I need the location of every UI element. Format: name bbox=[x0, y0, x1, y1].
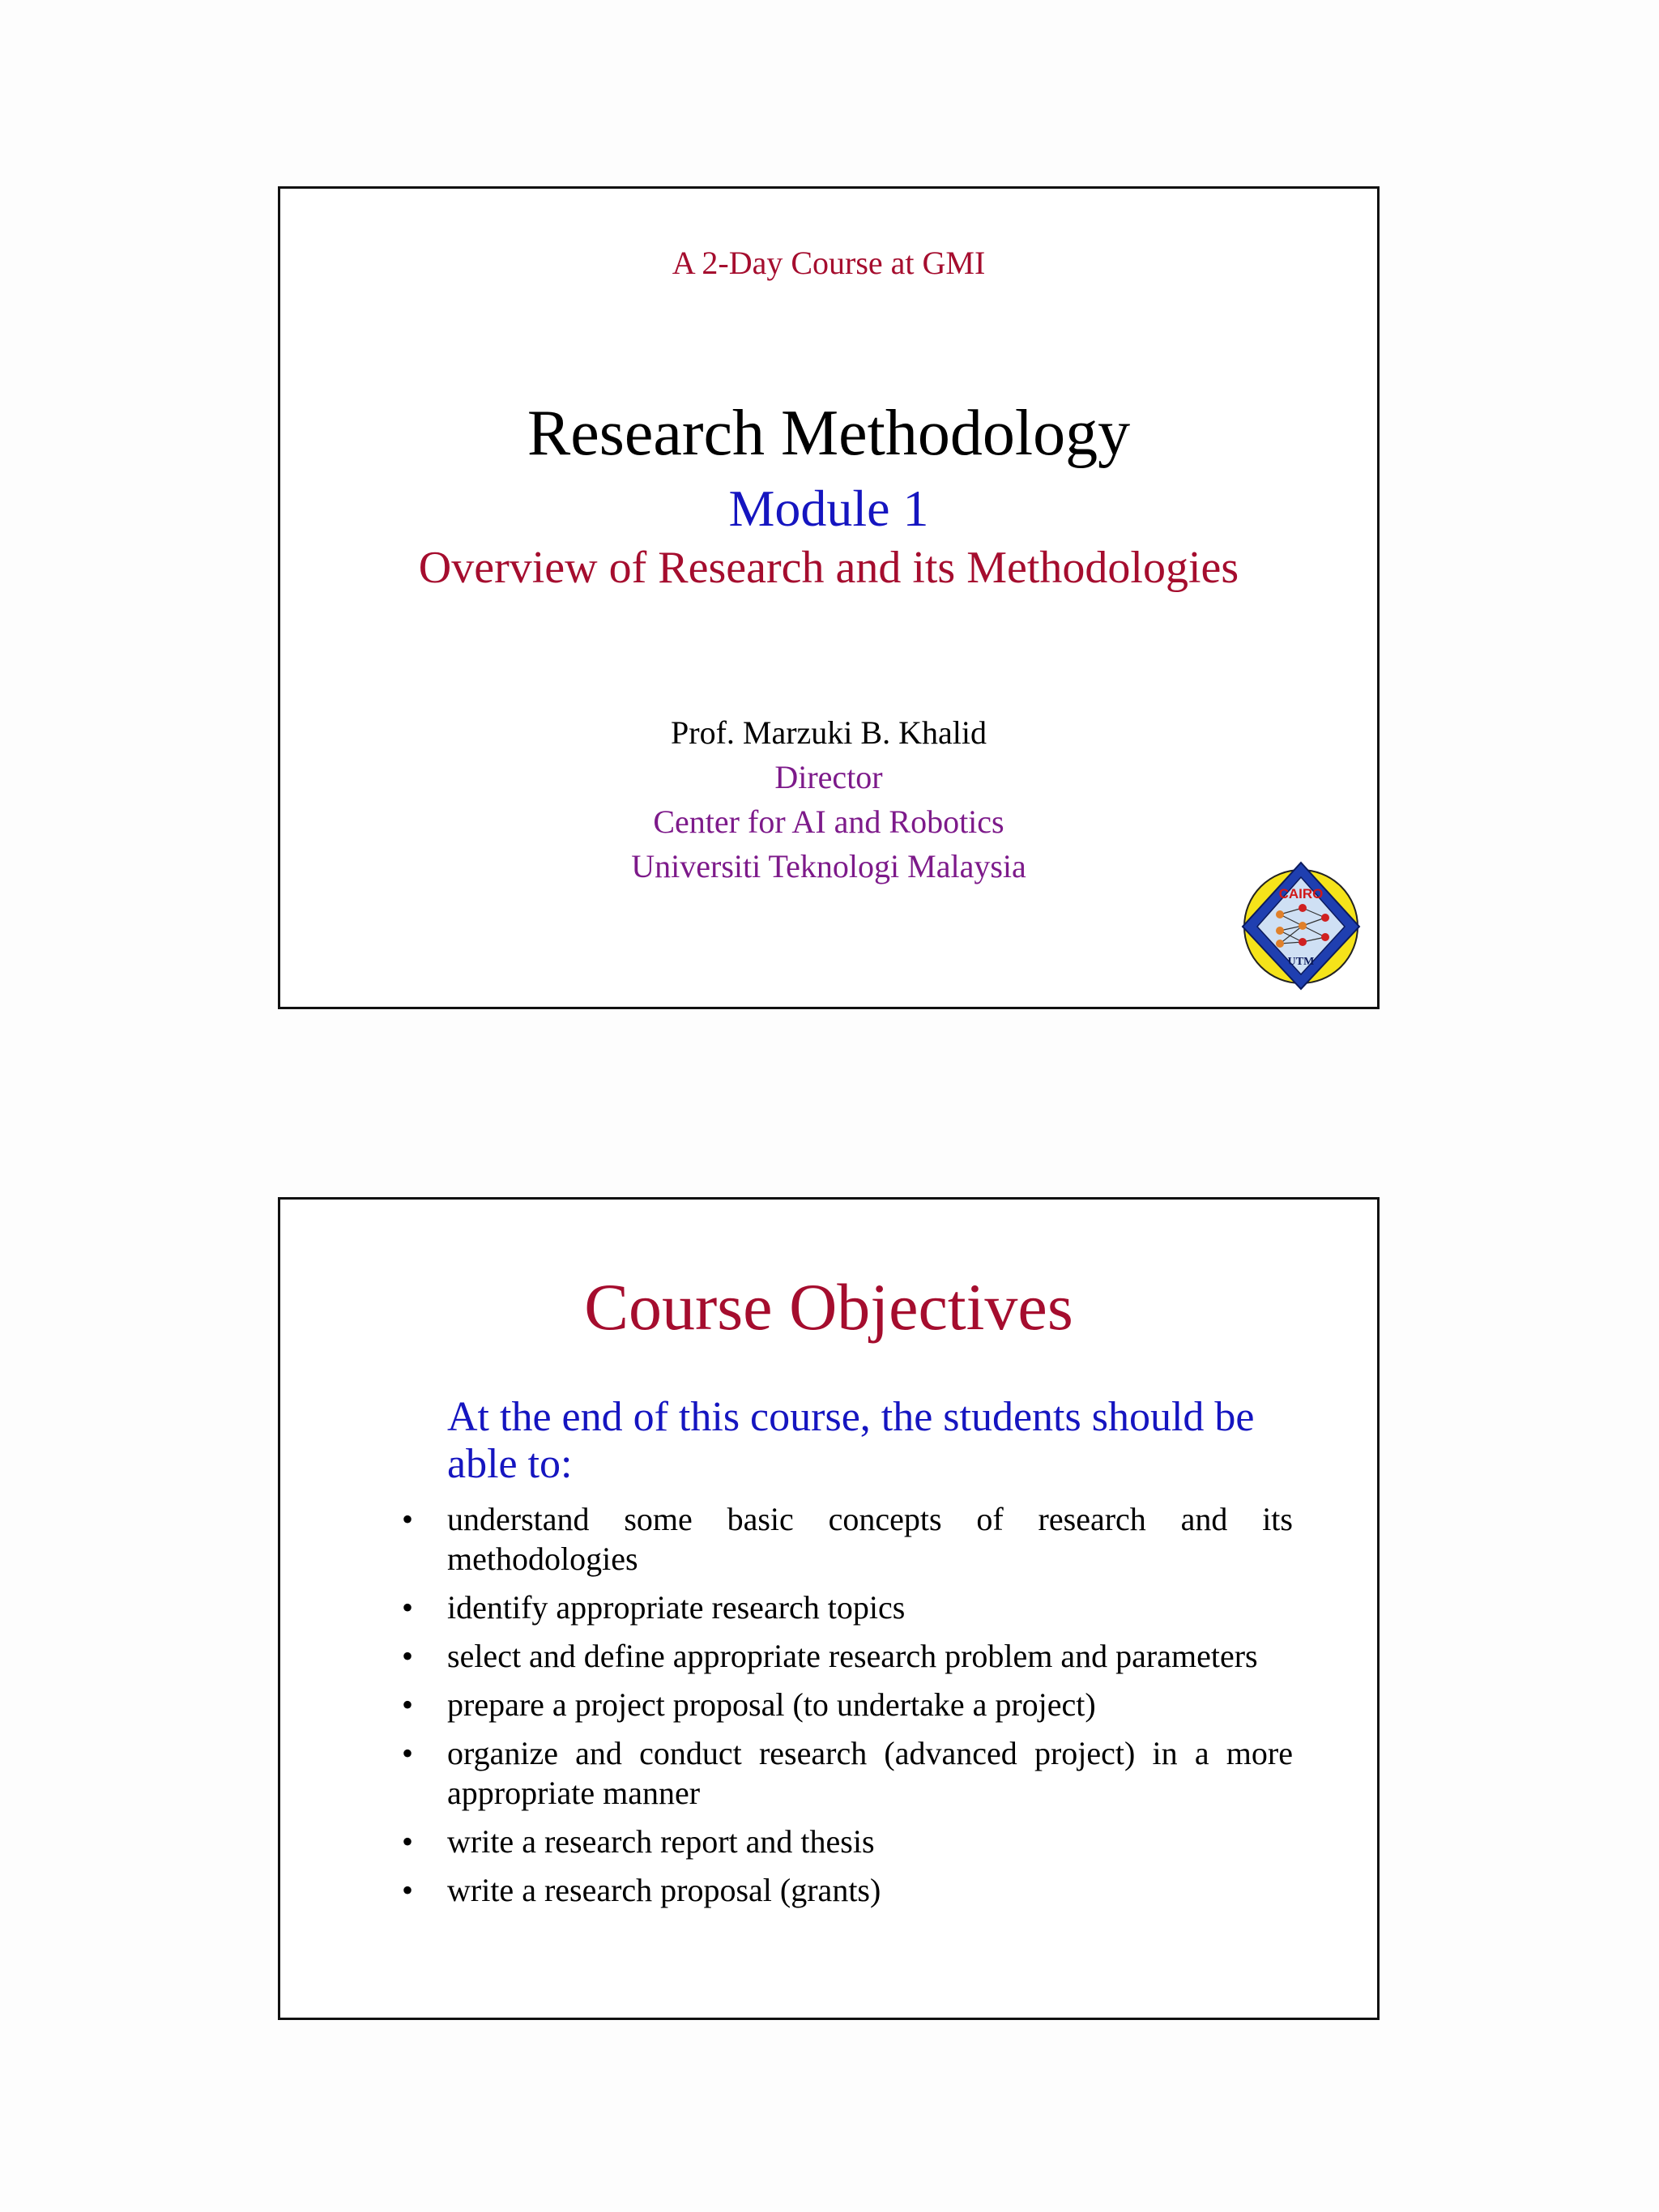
slide-title bbox=[278, 186, 1380, 1009]
objective-item bbox=[402, 1499, 1293, 1579]
svg-text:UTM: UTM bbox=[1287, 956, 1315, 968]
objective-item bbox=[402, 1822, 1293, 1861]
module-subtitle: Overview of Research and its Methodologies bbox=[418, 543, 1239, 593]
objective-text: organize and conduct research (advanced project) in a more appropriate manner bbox=[447, 1735, 1293, 1811]
objective-item bbox=[402, 1870, 1293, 1910]
objective-text: select and define appropriate research problem and parameters bbox=[447, 1638, 1258, 1674]
bullet-icon: • bbox=[402, 1638, 414, 1674]
objectives-heading: Course Objectives bbox=[584, 1270, 1073, 1344]
objective-item bbox=[402, 1685, 1293, 1724]
author-university: Universiti Teknologi Malaysia bbox=[631, 848, 1026, 884]
objective-text: write a research proposal (grants) bbox=[447, 1872, 881, 1908]
slide-course-objectives bbox=[278, 1197, 1380, 2020]
objective-text: write a research report and thesis bbox=[447, 1823, 875, 1860]
author-role: Director bbox=[774, 759, 883, 795]
objective-item bbox=[402, 1733, 1293, 1813]
objective-text: understand some basic concepts of research and its methodologies bbox=[447, 1501, 1293, 1577]
objectives-intro: At the end of this course, the students should be able to: bbox=[447, 1394, 1255, 1487]
objectives-list bbox=[402, 1499, 1293, 1919]
objective-text: identify appropriate research topics bbox=[447, 1589, 906, 1626]
objective-text: prepare a project proposal (to undertake a project) bbox=[447, 1686, 1096, 1723]
author-name: Prof. Marzuki B. Khalid bbox=[671, 714, 987, 751]
objective-item bbox=[402, 1636, 1293, 1676]
slide-title-heading: Research Methodology bbox=[527, 398, 1131, 469]
module-label: Module 1 bbox=[728, 479, 929, 537]
svg-text:CAIRO: CAIRO bbox=[1278, 886, 1324, 901]
bullet-icon: • bbox=[402, 1589, 414, 1626]
cairo-logo-icon bbox=[1238, 858, 1364, 992]
bullet-icon: • bbox=[402, 1735, 414, 1771]
objective-item bbox=[402, 1588, 1293, 1627]
bullet-icon: • bbox=[402, 1872, 414, 1908]
bullet-icon: • bbox=[402, 1823, 414, 1860]
bullet-icon: • bbox=[402, 1686, 414, 1723]
author-center: Center for AI and Robotics bbox=[653, 803, 1004, 840]
course-line: A 2-Day Course at GMI bbox=[672, 245, 986, 281]
bullet-icon: • bbox=[402, 1501, 414, 1537]
